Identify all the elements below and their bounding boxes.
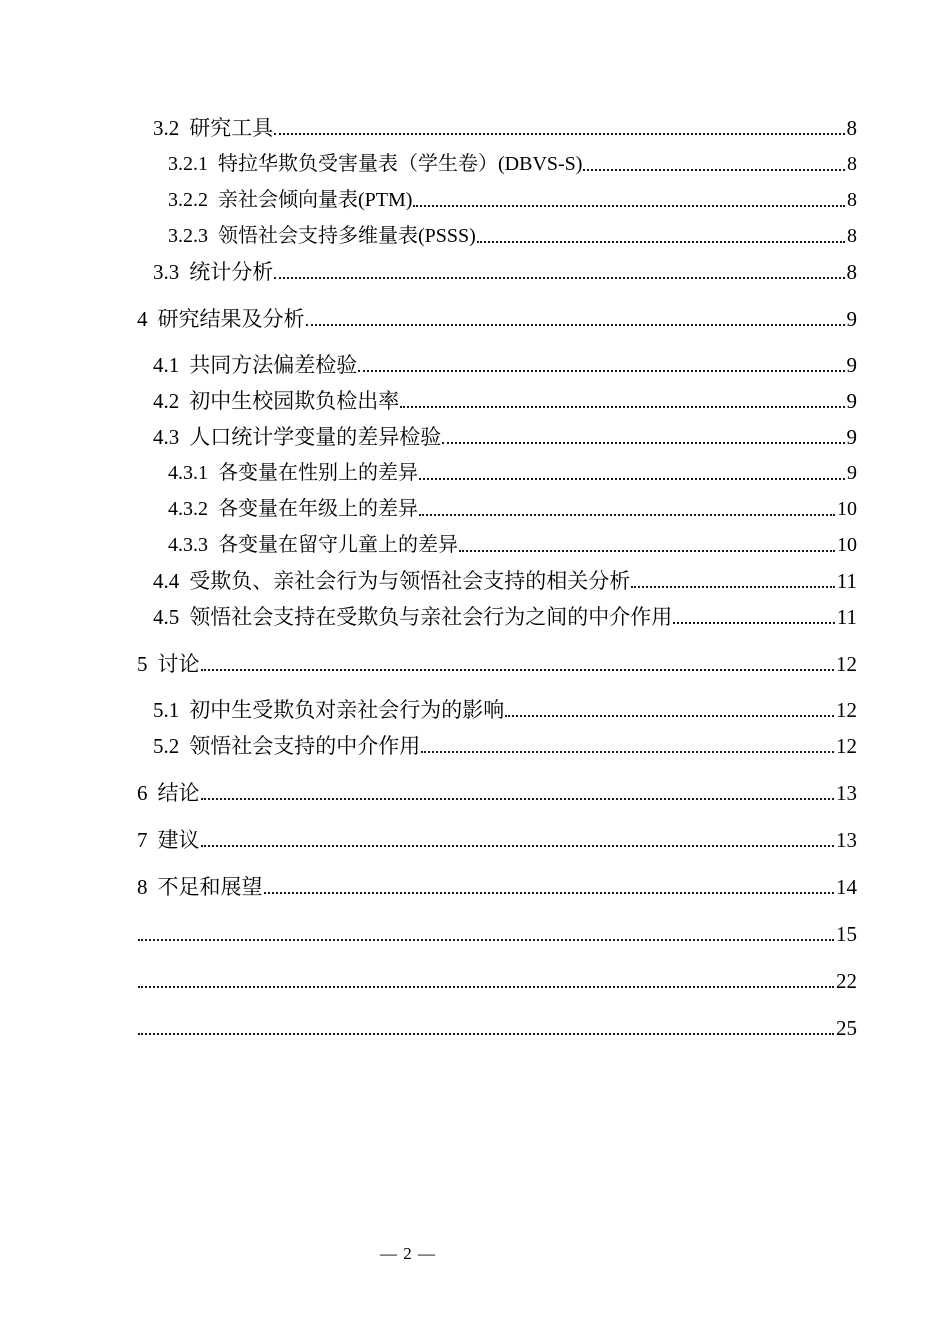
toc-entry-title: 研究结果及分析: [157, 307, 305, 331]
toc-page-number: 8: [846, 116, 857, 140]
table-of-contents: [137, 115, 857, 1041]
toc-entry-title: 人口统计学变量的差异检验: [189, 425, 442, 449]
dot-leader: [201, 669, 835, 671]
toc-page-number: 9: [846, 425, 857, 449]
dot-leader: [201, 845, 835, 847]
dot-leader: [138, 1033, 834, 1035]
dot-leader: [421, 751, 834, 753]
toc-entry-number: 4.3.1: [168, 462, 208, 484]
toc-entry-title: 统计分析: [189, 260, 274, 284]
toc-page-number: 15: [836, 922, 857, 946]
toc-page-number: 22: [836, 969, 857, 993]
dot-leader: [673, 622, 835, 624]
dot-leader: [442, 442, 844, 444]
toc-page-number: 13: [836, 781, 857, 805]
toc-entry[interactable]: [137, 780, 857, 806]
toc-page-number: 11: [836, 569, 857, 593]
toc-page-number: 8: [847, 153, 857, 175]
toc-entry[interactable]: [137, 187, 857, 213]
toc-entry-number: 4.4: [153, 569, 180, 593]
toc-entry-title: 各变量在性别上的差异: [218, 462, 418, 484]
toc-entry[interactable]: [137, 424, 857, 450]
toc-entry-title: 讨论: [157, 652, 200, 676]
toc-entry-title: 共同方法偏差检验: [189, 353, 358, 377]
toc-entry[interactable]: [137, 651, 857, 677]
toc-page-number: 10: [837, 534, 857, 556]
toc-page-number: 10: [837, 498, 857, 520]
toc-entry[interactable]: [137, 115, 857, 141]
toc-entry[interactable]: [137, 733, 857, 759]
toc-page-number: 9: [846, 307, 857, 331]
toc-entry-title: 初中生校园欺负检出率: [189, 389, 400, 413]
toc-entry[interactable]: [137, 352, 857, 378]
toc-entry[interactable]: [137, 151, 857, 177]
toc-entry-number: 4.3.3: [168, 534, 208, 556]
toc-entry[interactable]: [137, 388, 857, 414]
toc-entry-number: 3.2.3: [168, 225, 208, 247]
dot-leader: [138, 986, 834, 988]
toc-entry-title: 不足和展望: [157, 875, 263, 899]
dot-leader: [274, 133, 844, 135]
dot-leader: [358, 370, 844, 372]
toc-page-number: 14: [836, 875, 857, 899]
toc-page-number: 12: [836, 652, 857, 676]
dot-leader: [583, 169, 845, 171]
toc-page-number: 12: [836, 698, 857, 722]
toc-entry-number: 5.2: [153, 734, 180, 758]
dot-leader: [138, 939, 834, 941]
dot-leader: [419, 514, 835, 516]
toc-page-number: 11: [836, 605, 857, 629]
toc-entry-number: 6: [137, 781, 148, 805]
toc-page-number: 9: [847, 462, 857, 484]
dot-leader: [274, 277, 844, 279]
toc-entry[interactable]: [137, 306, 857, 332]
dot-leader: [477, 241, 845, 243]
page-number-footer: — 2 —: [380, 1244, 436, 1263]
toc-entry[interactable]: [137, 874, 857, 900]
toc-entry-title: 各变量在年级上的差异: [218, 498, 418, 520]
toc-entry-number: 4.5: [153, 605, 180, 629]
toc-page-number: 9: [846, 353, 857, 377]
toc-entry[interactable]: [137, 1015, 857, 1041]
toc-entry-title: 研究工具: [189, 116, 274, 140]
toc-entry[interactable]: [137, 460, 857, 486]
toc-entry-number: 4.3.2: [168, 498, 208, 520]
toc-entry[interactable]: [137, 532, 857, 558]
toc-entry-number: 3.2: [153, 116, 180, 140]
toc-entry-number: 3.2.1: [168, 153, 208, 175]
toc-page-number: 8: [847, 189, 857, 211]
toc-entry-number: 5.1: [153, 698, 180, 722]
dot-leader: [419, 478, 845, 480]
dot-leader: [400, 406, 844, 408]
dot-leader: [201, 798, 835, 800]
toc-page-number: 9: [846, 389, 857, 413]
toc-page-number: 8: [846, 260, 857, 284]
toc-entry[interactable]: [137, 968, 857, 994]
toc-entry[interactable]: [137, 259, 857, 285]
toc-entry-title: 亲社会倾向量表(PTM): [218, 189, 413, 211]
toc-entry[interactable]: [137, 697, 857, 723]
toc-entry-title: 领悟社会支持多维量表(PSSS): [218, 225, 476, 247]
toc-page-number: 12: [836, 734, 857, 758]
dot-leader: [306, 324, 845, 326]
toc-page-number: 25: [836, 1016, 857, 1040]
dot-leader: [264, 892, 835, 894]
toc-entry-title: 受欺负、亲社会行为与领悟社会支持的相关分析: [189, 569, 631, 593]
toc-entry-number: 4.1: [153, 353, 180, 377]
toc-entry-number: 4.3: [153, 425, 180, 449]
toc-entry-number: 3.3: [153, 260, 180, 284]
toc-entry-title: 特拉华欺负受害量表（学生卷）(DBVS-S): [218, 153, 583, 175]
toc-entry[interactable]: [137, 921, 857, 947]
toc-entry-title: 建议: [157, 828, 200, 852]
toc-entry-title: 领悟社会支持的中介作用: [189, 734, 421, 758]
dot-leader: [413, 205, 845, 207]
toc-entry[interactable]: [137, 568, 857, 594]
toc-entry-title: 结论: [157, 781, 200, 805]
toc-entry-number: 7: [137, 828, 148, 852]
toc-entry-title: 领悟社会支持在受欺负与亲社会行为之间的中介作用: [189, 605, 673, 629]
toc-entry-number: 5: [137, 652, 148, 676]
toc-page-number: 13: [836, 828, 857, 852]
toc-entry[interactable]: [137, 496, 857, 522]
toc-entry-title: 各变量在留守儿童上的差异: [218, 534, 458, 556]
toc-entry[interactable]: [137, 223, 857, 249]
dot-leader: [631, 586, 835, 588]
toc-entry-title: 初中生受欺负对亲社会行为的影响: [189, 698, 505, 722]
toc-entry-number: 3.2.2: [168, 189, 208, 211]
toc-entry-number: 8: [137, 875, 148, 899]
toc-page-number: 8: [847, 225, 857, 247]
dot-leader: [459, 550, 835, 552]
toc-entry[interactable]: [137, 604, 857, 630]
toc-entry-number: 4.2: [153, 389, 180, 413]
toc-entry[interactable]: [137, 827, 857, 853]
toc-entry-number: 4: [137, 307, 148, 331]
dot-leader: [505, 715, 834, 717]
